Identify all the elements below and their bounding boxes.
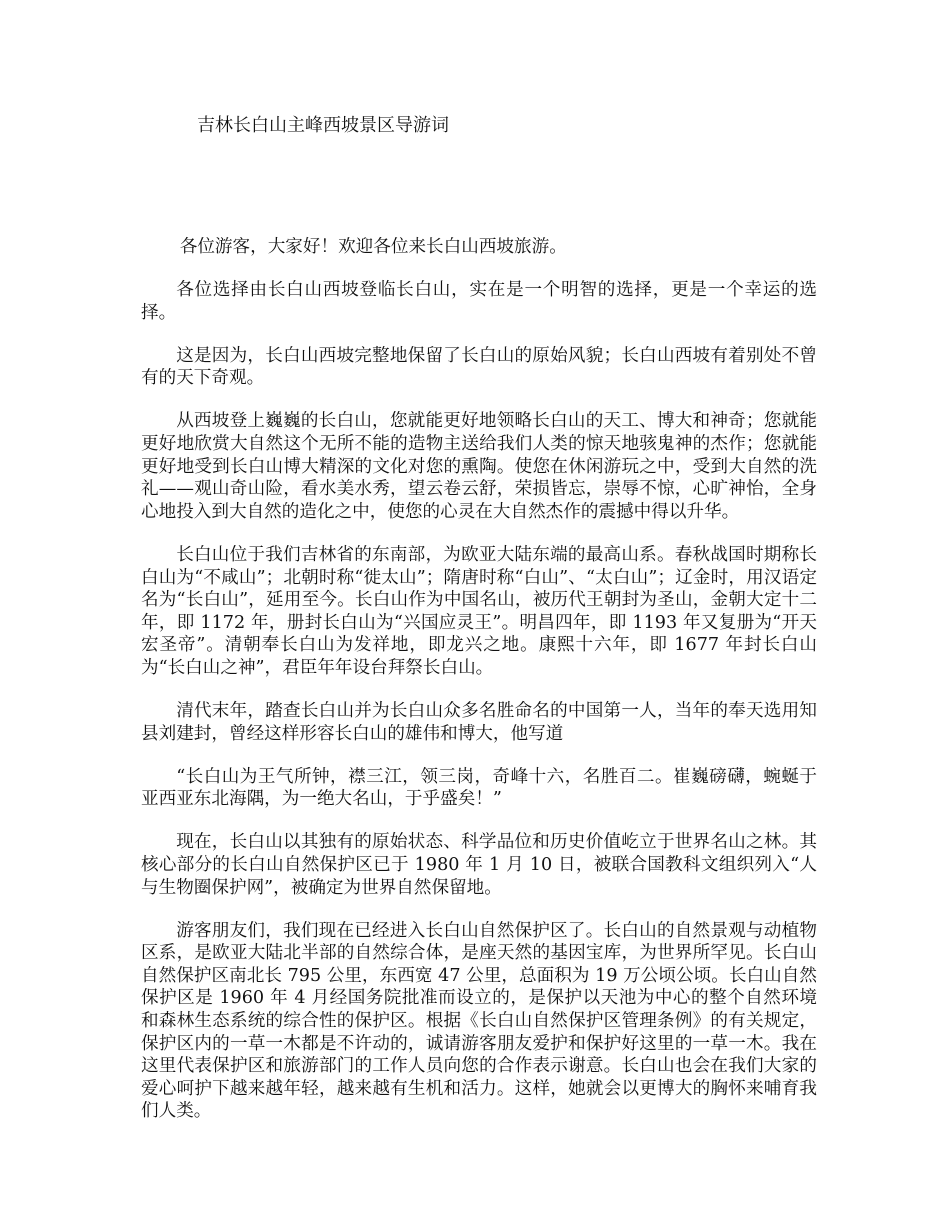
paragraph-choice: 各位选择由长白山西坡登临长白山，实在是一个明智的选择，更是一个幸运的选择。 [141,280,817,323]
paragraph-world-reserve: 现在，长白山以其独有的原始状态、科学品位和历史价值屹立于世界名山之林。其核心部分的长白山自然保护区已于 1980 年 1 月 10 日，被联合国教科文组织列入“人与生物圈保护网”，被确定为世界自然保留地。 [141,832,817,898]
paragraph-qing-dynasty: 清代末年，踏查长白山并为长白山众多名胜命名的中国第一人，当年的奉天选用知县刘建封，曾经这样形容长白山的雄伟和博大，他写道 [141,701,817,744]
document-title: 吉林长白山主峰西坡景区导游词 [197,115,449,136]
paragraph-history: 长白山位于我们吉林省的东南部，为欧亚大陆东端的最高山系。春秋战国时期称长白山为“不咸山”；北朝时称“徙太山”；隋唐时称“白山”、“太白山”；辽金时，用汉语定名为“长白山”，延用至今。长白山作为中国名山，被历代王朝封为圣山，金朝大定十二年，即 1172 年，册封长白山为“兴国应灵王”。明昌四年，即 1193 年又复册为“开天宏圣帝”。清朝奉长白山为发祥地，即龙兴之地。康熙十六年，即 1677 年封长白山为“长白山之神”，君臣年年设台拜祭长白山。 [141,544,817,678]
paragraph-reason: 这是因为，长白山西坡完整地保留了长白山的原始风貌；长白山西坡有着别处不曾有的天下奇观。 [141,345,817,389]
document-body [141,236,817,1144]
paragraph-nature-reserve: 游客朋友们，我们现在已经进入长白山自然保护区了。长白山的自然景观与动植物区系，是欧亚大陆北半部的自然综合体，是座天然的基因宝库，为世界所罕见。长白山自然保护区南北长 795 公里，东西宽 47 公里，总面积为 19 万公顷公顷。长白山自然保护区是 1960 年 4 月经国务院批准而设立的，是保护以天池为中心的整个自然环境和森林生态系统的综合性的保护区。根据《长白山自然保护区管理条例》的有关规定，保护区内的一草一木都是不许动的，诚请游客朋友爱护和保护好这里的一草一木。我在这里代表保护区和旅游部门的工作人员向您的合作表示谢意。长白山也会在我们大家的爱心呵护下越来越年轻，越来越有生机和活力。这样，她就会以更博大的胸怀来哺育我们人类。 [141,920,817,1122]
paragraph-quote: “长白山为王气所钟，襟三江，领三岗，奇峰十六，名胜百二。崔巍磅礴，蜿蜒于亚西亚东北海隅，为一绝大名山，于乎盛矣！” [141,766,817,810]
paragraph-greeting: 各位游客，大家好！欢迎各位来长白山西坡旅游。 [179,237,567,257]
paragraph-experience: 从西坡登上巍巍的长白山，您就能更好地领略长白山的天工、博大和神奇；您就能更好地欣赏大自然这个无所不能的造物主送给我们人类的惊天地骇鬼神的杰作；您就能更好地受到长白山博大精深的文化对您的熏陶。使您在休闲游玩之中，受到大自然的洗礼——观山奇山险，看水美水秀，望云卷云舒，荣损皆忘，崇辱不惊，心旷神怡，全身心地投入到大自然的造化之中，使您的心灵在大自然杰作的震撼中得以升华。 [141,411,817,522]
